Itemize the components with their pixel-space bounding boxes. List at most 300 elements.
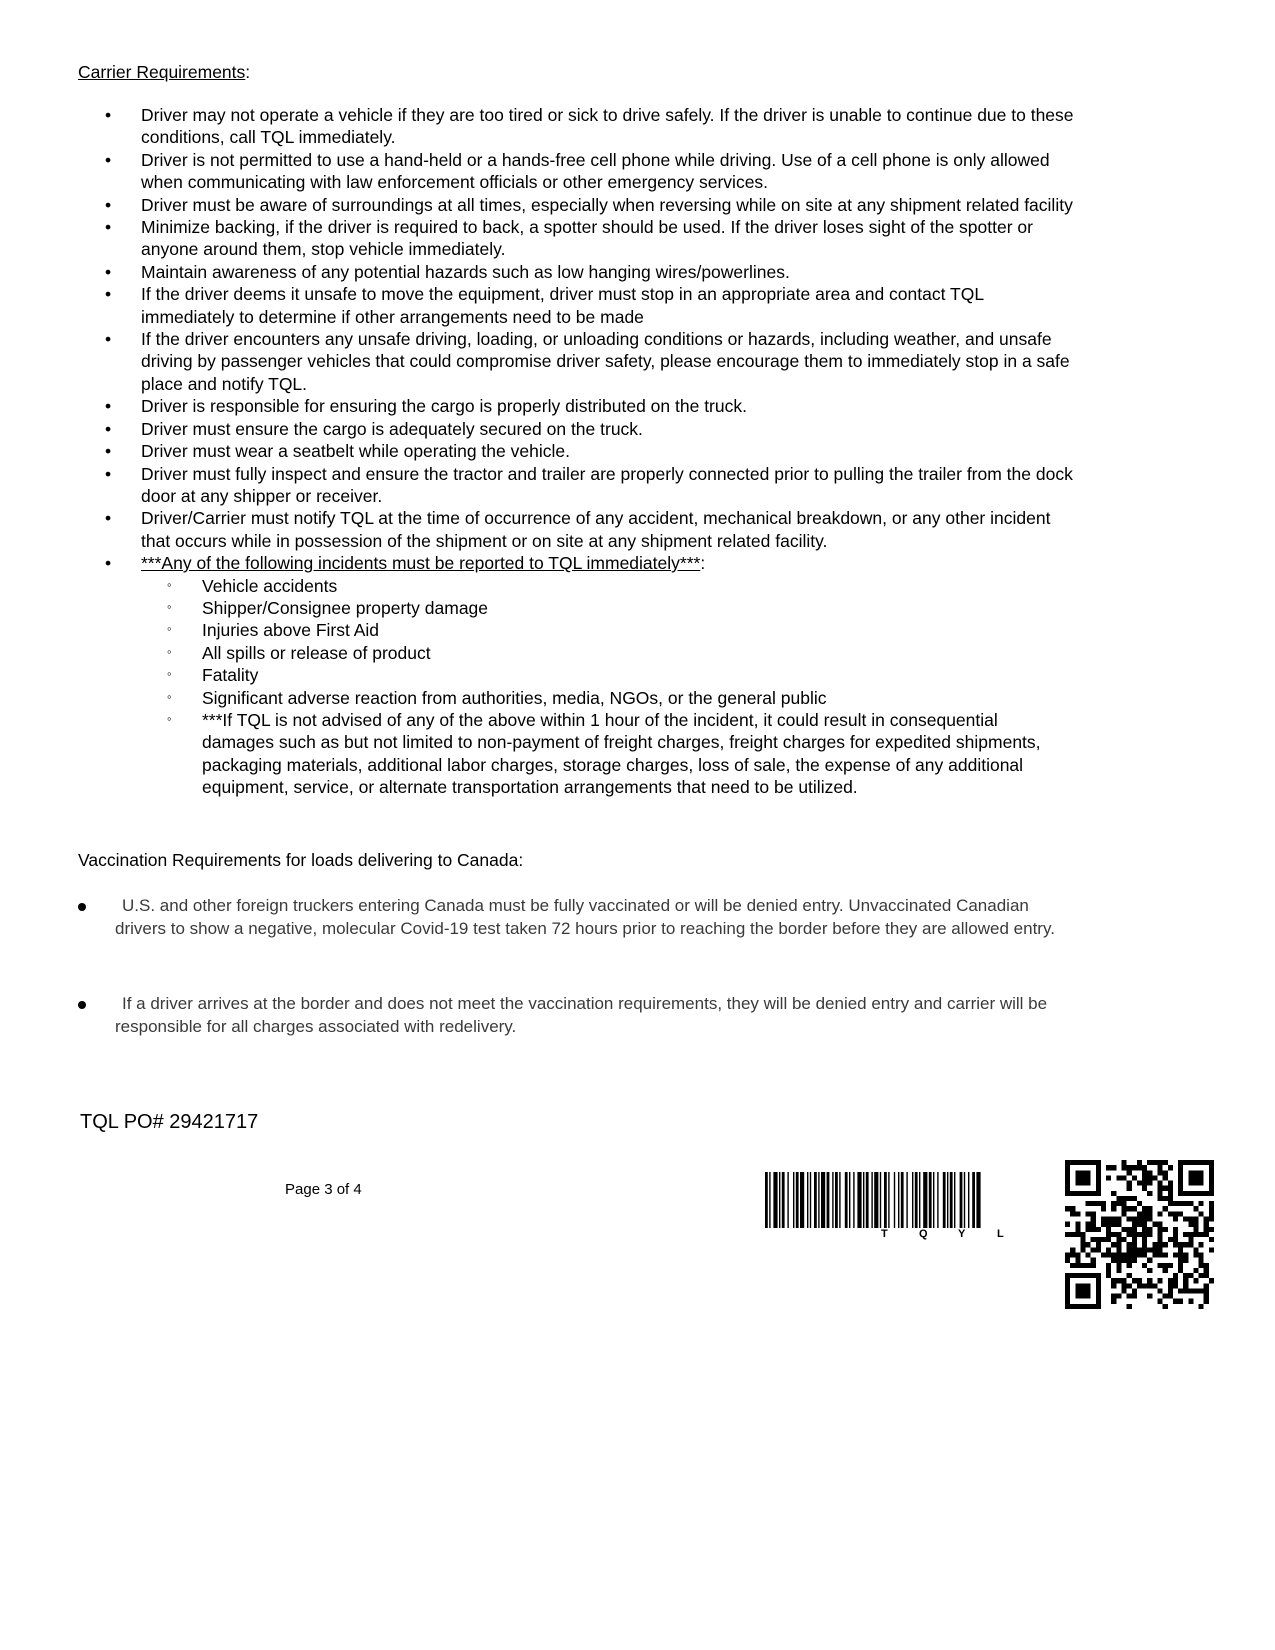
- requirement-text: Driver/Carrier must notify TQL at the time of occurrence of any accident, mechanical breakdown, or any other incident that occurs while in possession of the shipment or on site at any shipment related facility.: [141, 508, 1051, 551]
- bullet-icon: [78, 903, 86, 911]
- barcode-bar: [827, 1172, 830, 1228]
- requirement-text: Driver must be aware of surroundings at all times, especially when reversing while on site at any shipment related facility: [141, 194, 1073, 215]
- qr-finder: [1178, 1165, 1183, 1191]
- barcode-bar: [884, 1172, 887, 1228]
- requirement-text: Minimize backing, if the driver is required to back, a spotter should be used. If the driver loses sight of the spotter or anyone around them, stop vehicle immediately.: [141, 217, 1033, 260]
- qr-module: [1116, 1237, 1121, 1242]
- qr-module: [1173, 1237, 1178, 1242]
- qr-finder: [1209, 1165, 1214, 1191]
- bullet-icon: [78, 1001, 86, 1009]
- qr-module: [1157, 1160, 1162, 1165]
- qr-module: [1199, 1304, 1204, 1309]
- qr-module: [1163, 1170, 1168, 1175]
- qr-module: [1132, 1278, 1137, 1283]
- requirement-text: Driver must ensure the cargo is adequately secured on the truck.: [141, 418, 643, 439]
- incident-item: [140, 619, 1052, 641]
- qr-module: [1157, 1165, 1162, 1170]
- qr-module: [1142, 1217, 1147, 1222]
- requirement-text: Driver must wear a seatbelt while operating the vehicle.: [141, 441, 570, 462]
- qr-module: [1157, 1299, 1162, 1304]
- qr-module: [1173, 1227, 1178, 1232]
- qr-finder: [1065, 1278, 1070, 1304]
- qr-module: [1137, 1283, 1142, 1288]
- requirement-item: [0, 463, 1081, 508]
- qr-module: [1199, 1201, 1204, 1206]
- qr-module: [1152, 1283, 1157, 1288]
- qr-module: [1147, 1217, 1152, 1222]
- qr-module: [1127, 1165, 1132, 1170]
- qr-module: [1116, 1201, 1121, 1206]
- incidents-item: [0, 552, 1081, 798]
- qr-module: [1193, 1278, 1198, 1283]
- qr-module: [1178, 1247, 1183, 1252]
- qr-module: [1127, 1247, 1132, 1252]
- qr-module: [1116, 1263, 1121, 1268]
- qr-module: [1147, 1268, 1152, 1273]
- qr-module: [1193, 1247, 1198, 1252]
- qr-module: [1157, 1252, 1162, 1257]
- vaccination-text: U.S. and other foreign truckers entering Canada must be fully vaccinated or will be denied entry. Unvaccinated Canadian drivers to show a negative, molecular Covid-19 test taken 72 hours prior to reaching the border before they are allowed entry.: [115, 896, 1055, 938]
- barcode-char: Y: [958, 1228, 966, 1240]
- requirement-item: [0, 104, 1081, 149]
- barcode-bar: [898, 1172, 899, 1228]
- qr-module: [1199, 1242, 1204, 1247]
- qr-module: [1199, 1273, 1204, 1278]
- qr-module: [1178, 1252, 1183, 1257]
- incident-text: Significant adverse reaction from authorities, media, NGOs, or the general public: [202, 687, 827, 708]
- qr-module: [1101, 1206, 1106, 1211]
- qr-module: [1142, 1283, 1147, 1288]
- barcode-bar: [874, 1172, 878, 1228]
- qr-module: [1122, 1206, 1127, 1211]
- qr-module: [1101, 1252, 1106, 1257]
- qr-module: [1147, 1160, 1152, 1165]
- bullet-icon: •: [105, 261, 112, 282]
- qr-module: [1111, 1201, 1116, 1206]
- qr-module: [1116, 1294, 1121, 1299]
- qr-module: [1127, 1206, 1132, 1211]
- qr-module: [1142, 1247, 1147, 1252]
- qr-module: [1152, 1222, 1157, 1227]
- bullet-icon: •: [105, 149, 112, 170]
- qr-module: [1091, 1258, 1096, 1263]
- requirement-item: [0, 283, 1081, 328]
- qr-module: [1147, 1278, 1152, 1283]
- qr-module: [1127, 1242, 1132, 1247]
- qr-module: [1188, 1288, 1193, 1293]
- qr-module: [1080, 1242, 1085, 1247]
- qr-module: [1209, 1237, 1214, 1242]
- qr-module: [1091, 1263, 1096, 1268]
- qr-module: [1065, 1222, 1070, 1227]
- barcode-bar: [800, 1172, 804, 1228]
- qr-module: [1070, 1211, 1075, 1216]
- barcode-bar: [906, 1172, 907, 1228]
- qr-module: [1122, 1211, 1127, 1216]
- qr-module: [1157, 1191, 1162, 1196]
- qr-module: [1163, 1175, 1168, 1180]
- qr-module: [1111, 1283, 1116, 1288]
- po-number: TQL PO# 29421717: [80, 1111, 259, 1133]
- qr-module: [1132, 1165, 1137, 1170]
- qr-module: [1142, 1252, 1147, 1257]
- qr-module: [1106, 1252, 1111, 1257]
- qr-module: [1199, 1258, 1204, 1263]
- bullet-icon: •: [105, 284, 112, 305]
- qr-module: [1173, 1252, 1178, 1257]
- qr-module: [1168, 1191, 1173, 1196]
- qr-module: [1173, 1232, 1178, 1237]
- qr-module: [1101, 1201, 1106, 1206]
- barcode-bar: [972, 1172, 975, 1228]
- qr-module: [1142, 1175, 1147, 1180]
- barcode-bar: [821, 1172, 825, 1228]
- qr-module: [1204, 1222, 1209, 1227]
- qr-module: [1199, 1288, 1204, 1293]
- qr-module: [1152, 1160, 1157, 1165]
- qr-module: [1096, 1227, 1101, 1232]
- qr-module: [1204, 1294, 1209, 1299]
- qr-module: [1183, 1242, 1188, 1247]
- incident-text: ***If TQL is not advised of any of the above within 1 hour of the incident, it could result in consequential damages such as but not limited to non-payment of freight charges, freight charges for expedited shipments, packaging materials, additional labor charges, storage charges, loss of sale, the expense of any additional equipment, service, or alternate transportation arrangements that need to be utilized.: [202, 709, 1041, 798]
- qr-module: [1147, 1211, 1152, 1216]
- qr-module: [1178, 1299, 1183, 1304]
- bullet-icon: •: [105, 508, 112, 529]
- qr-module: [1204, 1217, 1209, 1222]
- qr-module: [1188, 1299, 1193, 1304]
- qr-module: [1204, 1288, 1209, 1293]
- barcode-bar: [807, 1172, 808, 1228]
- incident-item: [140, 597, 1052, 619]
- qr-module: [1127, 1170, 1132, 1175]
- qr-module: [1188, 1242, 1193, 1247]
- requirement-item: [0, 507, 1081, 552]
- qr-module: [1188, 1222, 1193, 1227]
- barcode-bar: [845, 1172, 848, 1228]
- qr-module: [1137, 1232, 1142, 1237]
- qr-module: [1152, 1252, 1157, 1257]
- qr-module: [1157, 1227, 1162, 1232]
- qr-module: [1080, 1232, 1085, 1237]
- qr-module: [1122, 1283, 1127, 1288]
- qr-module: [1111, 1165, 1116, 1170]
- qr-module: [1111, 1294, 1116, 1299]
- requirement-item: [0, 395, 1081, 417]
- qr-module: [1168, 1211, 1173, 1216]
- qr-module: [1132, 1196, 1137, 1201]
- section-title: [78, 61, 250, 83]
- qr-module: [1080, 1263, 1085, 1268]
- qr-module: [1183, 1217, 1188, 1222]
- qr-module: [1106, 1222, 1111, 1227]
- vaccination-text: If a driver arrives at the border and does not meet the vaccination requirements, they will be denied entry and carrier will be responsible for all charges associated with redelivery.: [115, 994, 1048, 1036]
- barcode-bar: [782, 1172, 785, 1228]
- qr-module: [1152, 1247, 1157, 1252]
- section-title-suffix: :: [245, 62, 251, 82]
- qr-module: [1199, 1263, 1204, 1268]
- qr-module: [1199, 1232, 1204, 1237]
- qr-module: [1122, 1201, 1127, 1206]
- qr-module: [1116, 1258, 1121, 1263]
- requirement-item: [0, 418, 1081, 440]
- qr-module: [1122, 1196, 1127, 1201]
- requirement-item: [0, 440, 1081, 462]
- qr-module: [1096, 1247, 1101, 1252]
- qr-module: [1157, 1186, 1162, 1191]
- qr-module: [1163, 1206, 1168, 1211]
- qr-module: [1168, 1196, 1173, 1201]
- qr-module: [1122, 1175, 1127, 1180]
- bullet-icon: •: [105, 441, 112, 462]
- qr-module: [1147, 1206, 1152, 1211]
- qr-module: [1116, 1268, 1121, 1273]
- qr-module: [1106, 1263, 1111, 1268]
- qr-module: [1091, 1247, 1096, 1252]
- barcode-bar: [901, 1172, 904, 1228]
- qr-module: [1173, 1273, 1178, 1278]
- qr-finder: [1096, 1165, 1101, 1191]
- qr-module: [1209, 1206, 1214, 1211]
- qr-module: [1122, 1258, 1127, 1263]
- barcode-bar: [894, 1172, 895, 1228]
- qr-module: [1122, 1160, 1127, 1165]
- qr-module: [1091, 1211, 1096, 1216]
- qr-module: [1142, 1232, 1147, 1237]
- qr-module: [1075, 1258, 1080, 1263]
- circle-bullet-icon: ◦: [167, 643, 172, 659]
- qr-module: [1111, 1242, 1116, 1247]
- incidents-heading: ***Any of the following incidents must be reported to TQL immediately***: [141, 553, 701, 574]
- qr-finder: [1065, 1160, 1101, 1165]
- qr-module: [1142, 1206, 1147, 1211]
- qr-module: [1127, 1294, 1132, 1299]
- qr-finder: [1096, 1278, 1101, 1304]
- qr-module: [1193, 1206, 1198, 1211]
- bullet-icon: •: [105, 396, 112, 417]
- qr-module: [1157, 1196, 1162, 1201]
- barcode-char: Q: [919, 1228, 928, 1240]
- requirement-text: If the driver encounters any unsafe driving, loading, or unloading conditions or hazards, including weather, and unsafe driving by passenger vehicles that could compromise driver safety, please encourage them to immediately stop in a safe place and notify TQL.: [141, 329, 1070, 394]
- qr-finder: [1178, 1160, 1214, 1165]
- incident-text: Shipper/Consignee property damage: [202, 597, 489, 618]
- qr-module: [1086, 1263, 1091, 1268]
- qr-module: [1173, 1211, 1178, 1216]
- requirement-item: [0, 194, 1081, 216]
- qr-module: [1163, 1304, 1168, 1309]
- qr-module: [1142, 1242, 1147, 1247]
- barcode-bar: [976, 1172, 980, 1228]
- qr-module: [1116, 1217, 1121, 1222]
- qr-module: [1101, 1222, 1106, 1227]
- qr-module: [1188, 1273, 1193, 1278]
- qr-module: [1106, 1165, 1111, 1170]
- qr-module: [1132, 1217, 1137, 1222]
- qr-module: [1178, 1258, 1183, 1263]
- qr-module: [1080, 1247, 1085, 1252]
- barcode-bar: [853, 1172, 854, 1228]
- qr-module: [1209, 1217, 1214, 1222]
- barcode-bar: [964, 1172, 965, 1228]
- qr-module: [1127, 1181, 1132, 1186]
- qr-module: [1086, 1222, 1091, 1227]
- qr-finder: [1075, 1170, 1090, 1185]
- qr-module: [1183, 1278, 1188, 1283]
- barcode-char: L: [997, 1228, 1004, 1240]
- incident-item: [140, 664, 1052, 686]
- qr-module: [1142, 1222, 1147, 1227]
- barcode-bar: [937, 1172, 938, 1228]
- barcode-bar: [912, 1172, 913, 1228]
- qr-module: [1065, 1206, 1070, 1211]
- bullet-icon: •: [105, 553, 112, 574]
- section-title-text: Carrier Requirements: [78, 62, 246, 82]
- qr-module: [1106, 1175, 1111, 1180]
- barcode-bar: [880, 1172, 881, 1228]
- barcode-bar: [933, 1172, 934, 1228]
- qr-module: [1147, 1191, 1152, 1196]
- qr-module: [1096, 1201, 1101, 1206]
- qr-module: [1127, 1304, 1132, 1309]
- qr-module: [1178, 1268, 1183, 1273]
- barcode-bar: [769, 1172, 770, 1228]
- qr-finder: [1188, 1170, 1203, 1185]
- qr-module: [1137, 1222, 1142, 1227]
- qr-module: [1070, 1206, 1075, 1211]
- qr-module: [1142, 1186, 1147, 1191]
- qr-module: [1147, 1181, 1152, 1186]
- qr-module: [1168, 1294, 1173, 1299]
- qr-module: [1096, 1242, 1101, 1247]
- qr-module: [1183, 1201, 1188, 1206]
- qr-module: [1091, 1227, 1096, 1232]
- qr-module: [1137, 1160, 1142, 1165]
- qr-module: [1116, 1175, 1121, 1180]
- qr-module: [1065, 1252, 1070, 1257]
- qr-finder: [1178, 1191, 1214, 1196]
- qr-module: [1127, 1217, 1132, 1222]
- qr-module: [1152, 1242, 1157, 1247]
- barcode-bar: [779, 1172, 780, 1228]
- qr-module: [1163, 1294, 1168, 1299]
- qr-module: [1132, 1258, 1137, 1263]
- barcode-bar: [810, 1172, 811, 1228]
- qr-module: [1116, 1252, 1121, 1257]
- qr-module: [1183, 1273, 1188, 1278]
- qr-module: [1127, 1258, 1132, 1263]
- qr-module: [1086, 1211, 1091, 1216]
- qr-module: [1111, 1299, 1116, 1304]
- qr-module: [1127, 1232, 1132, 1237]
- qr-module: [1075, 1211, 1080, 1216]
- qr-module: [1163, 1186, 1168, 1191]
- qr-module: [1137, 1278, 1142, 1283]
- qr-module: [1204, 1263, 1209, 1268]
- qr-module: [1137, 1247, 1142, 1252]
- qr-module: [1075, 1227, 1080, 1232]
- qr-module: [1142, 1170, 1147, 1175]
- qr-module: [1132, 1227, 1137, 1232]
- qr-module: [1204, 1232, 1209, 1237]
- barcode: [765, 1172, 1051, 1228]
- qr-module: [1204, 1227, 1209, 1232]
- qr-module: [1193, 1227, 1198, 1232]
- incidents-list: [141, 575, 1081, 799]
- qr-module: [1147, 1294, 1152, 1299]
- qr-module: [1070, 1252, 1075, 1257]
- barcode-bar: [787, 1172, 788, 1228]
- requirement-text: Driver is responsible for ensuring the cargo is properly distributed on the truck.: [141, 396, 747, 417]
- qr-module: [1168, 1263, 1173, 1268]
- qr-module: [1204, 1268, 1209, 1273]
- incident-text: Injuries above First Aid: [202, 620, 380, 641]
- qr-module: [1157, 1242, 1162, 1247]
- qr-module: [1132, 1288, 1137, 1293]
- qr-module: [1178, 1263, 1183, 1268]
- qr-module: [1168, 1283, 1173, 1288]
- qr-module: [1188, 1217, 1193, 1222]
- circle-bullet-icon: ◦: [167, 598, 172, 614]
- qr-module: [1157, 1232, 1162, 1237]
- qr-module: [1070, 1263, 1075, 1268]
- qr-module: [1111, 1252, 1116, 1257]
- qr-module: [1111, 1258, 1116, 1263]
- barcode-bar: [954, 1172, 955, 1228]
- qr-module: [1132, 1247, 1137, 1252]
- qr-module: [1173, 1278, 1178, 1283]
- qr-module: [1122, 1165, 1127, 1170]
- barcode-caption: [765, 1228, 1051, 1242]
- barcode-bar: [835, 1172, 838, 1228]
- qr-module: [1127, 1263, 1132, 1268]
- barcode-bar: [929, 1172, 932, 1228]
- qr-module: [1142, 1263, 1147, 1268]
- qr-module: [1163, 1227, 1168, 1232]
- qr-finder: [1065, 1191, 1101, 1196]
- qr-module: [1163, 1263, 1168, 1268]
- qr-module: [1183, 1252, 1188, 1257]
- qr-module: [1199, 1252, 1204, 1257]
- qr-module: [1096, 1237, 1101, 1242]
- barcode-bar: [863, 1172, 864, 1228]
- qr-module: [1122, 1237, 1127, 1242]
- requirement-item: [0, 261, 1081, 283]
- qr-module: [1147, 1170, 1152, 1175]
- qr-module: [1132, 1222, 1137, 1227]
- qr-module: [1101, 1217, 1106, 1222]
- qr-module: [1111, 1232, 1116, 1237]
- qr-module: [1178, 1242, 1183, 1247]
- qr-module: [1137, 1201, 1142, 1206]
- requirement-text: If the driver deems it unsafe to move the equipment, driver must stop in an appropriate area and contact TQL immediately to determine if other arrangements need to be made: [141, 284, 984, 327]
- qr-module: [1111, 1191, 1116, 1196]
- qr-module: [1127, 1227, 1132, 1232]
- incident-text: Fatality: [202, 665, 259, 686]
- qr-module: [1106, 1268, 1111, 1273]
- qr-module: [1091, 1201, 1096, 1206]
- qr-module: [1127, 1283, 1132, 1288]
- qr-module: [1168, 1165, 1173, 1170]
- qr-module: [1091, 1222, 1096, 1227]
- qr-module: [1122, 1288, 1127, 1293]
- qr-module: [1086, 1252, 1091, 1257]
- qr-module: [1080, 1237, 1085, 1242]
- qr-module: [1204, 1283, 1209, 1288]
- qr-module: [1178, 1211, 1183, 1216]
- qr-module: [1168, 1201, 1173, 1206]
- requirement-text: Maintain awareness of any potential hazards such as low hanging wires/powerlines.: [141, 261, 790, 282]
- qr-module: [1137, 1181, 1142, 1186]
- qr-module: [1193, 1288, 1198, 1293]
